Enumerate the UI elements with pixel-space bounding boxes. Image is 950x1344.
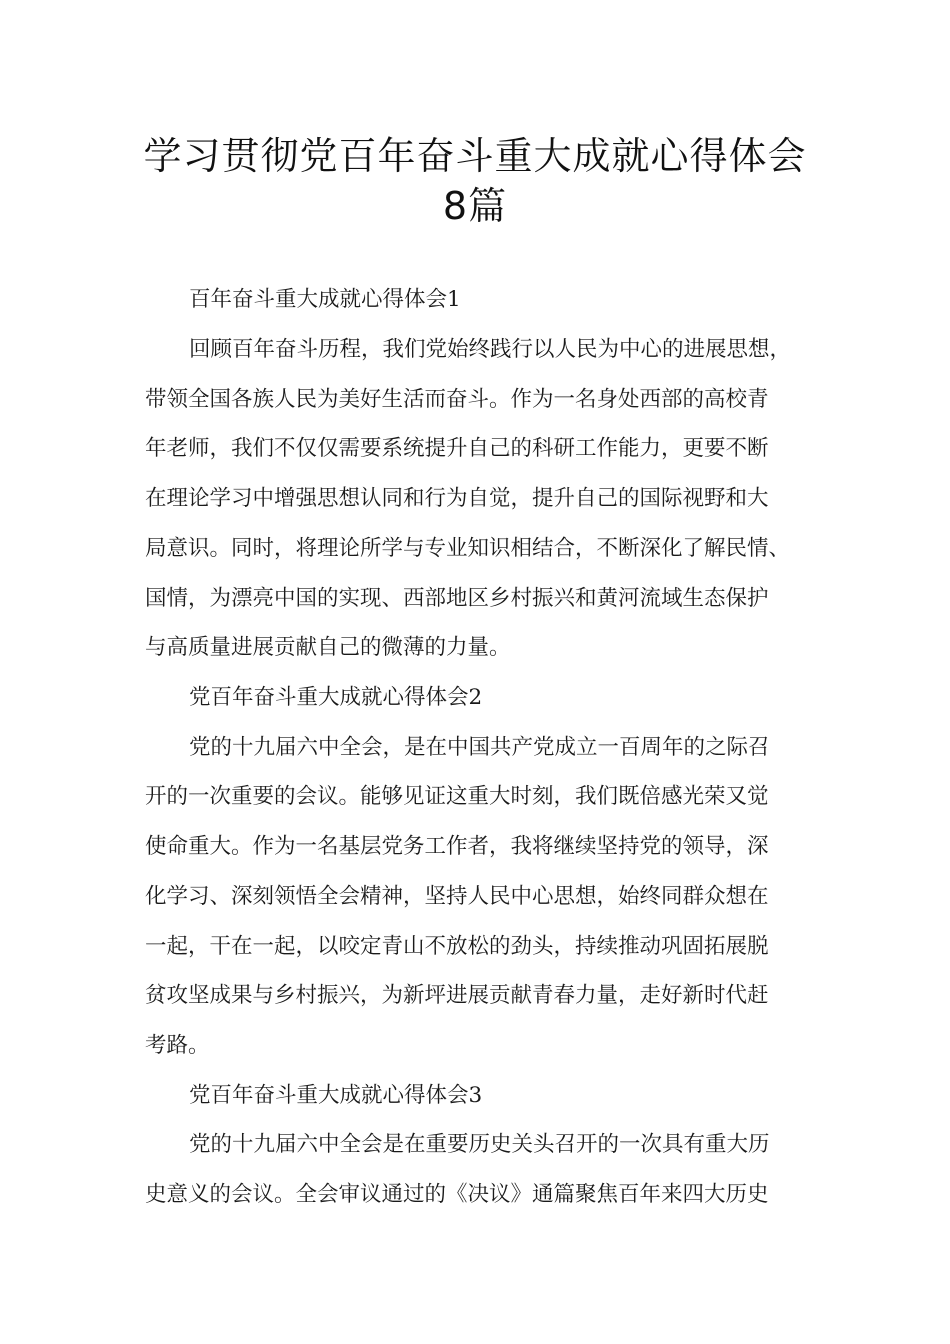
- document-title: 学习贯彻党百年奋斗重大成就心得体会: [143, 134, 807, 178]
- section-heading: 党百年奋斗重大成就心得体会2: [189, 685, 483, 710]
- paragraph-line: 国情，为漂亮中国的实现、西部地区乡村振兴和黄河流域生态保护: [145, 586, 769, 611]
- section-heading: 百年奋斗重大成就心得体会1: [189, 287, 461, 312]
- paragraph-line: 考路。: [145, 1033, 210, 1058]
- paragraph-line: 回顾百年奋斗历程，我们党始终践行以人民为中心的进展思想，: [189, 337, 792, 362]
- paragraph-line: 使命重大。作为一名基层党务工作者，我将继续坚持党的领导，深: [145, 834, 769, 859]
- paragraph-line: 局意识。同时，将理论所学与专业知识相结合，不断深化了解民情、: [145, 536, 791, 561]
- paragraph-line: 党的十九届六中全会是在重要历史关头召开的一次具有重大历: [189, 1132, 770, 1157]
- paragraph-line: 开的一次重要的会议。能够见证这重大时刻，我们既倍感光荣又觉: [145, 784, 769, 809]
- paragraph-line: 与高质量进展贡献自己的微薄的力量。: [145, 635, 511, 660]
- section-heading: 党百年奋斗重大成就心得体会3: [189, 1083, 483, 1108]
- paragraph-line: 党的十九届六中全会，是在中国共产党成立一百周年的之际召: [189, 735, 770, 760]
- paragraph-line: 化学习、深刻领悟全会精神，坚持人民中心思想，始终同群众想在: [145, 884, 769, 909]
- document-title-continued: 8篇: [442, 184, 508, 228]
- paragraph-line: 年老师，我们不仅仅需要系统提升自己的科研工作能力，更要不断: [145, 436, 769, 461]
- paragraph-line: 带领全国各族人民为美好生活而奋斗。作为一名身处西部的高校青: [145, 387, 769, 412]
- paragraph-line: 一起，干在一起，以咬定青山不放松的劲头，持续推动巩固拓展脱: [145, 934, 769, 959]
- paragraph-line: 史意义的会议。全会审议通过的《决议》通篇聚焦百年来四大历史: [145, 1182, 769, 1207]
- paragraph-line: 贫攻坚成果与乡村振兴，为新坪进展贡献青春力量，走好新时代赶: [145, 983, 769, 1008]
- paragraph-line: 在理论学习中增强思想认同和行为自觉，提升自己的国际视野和大: [145, 486, 769, 511]
